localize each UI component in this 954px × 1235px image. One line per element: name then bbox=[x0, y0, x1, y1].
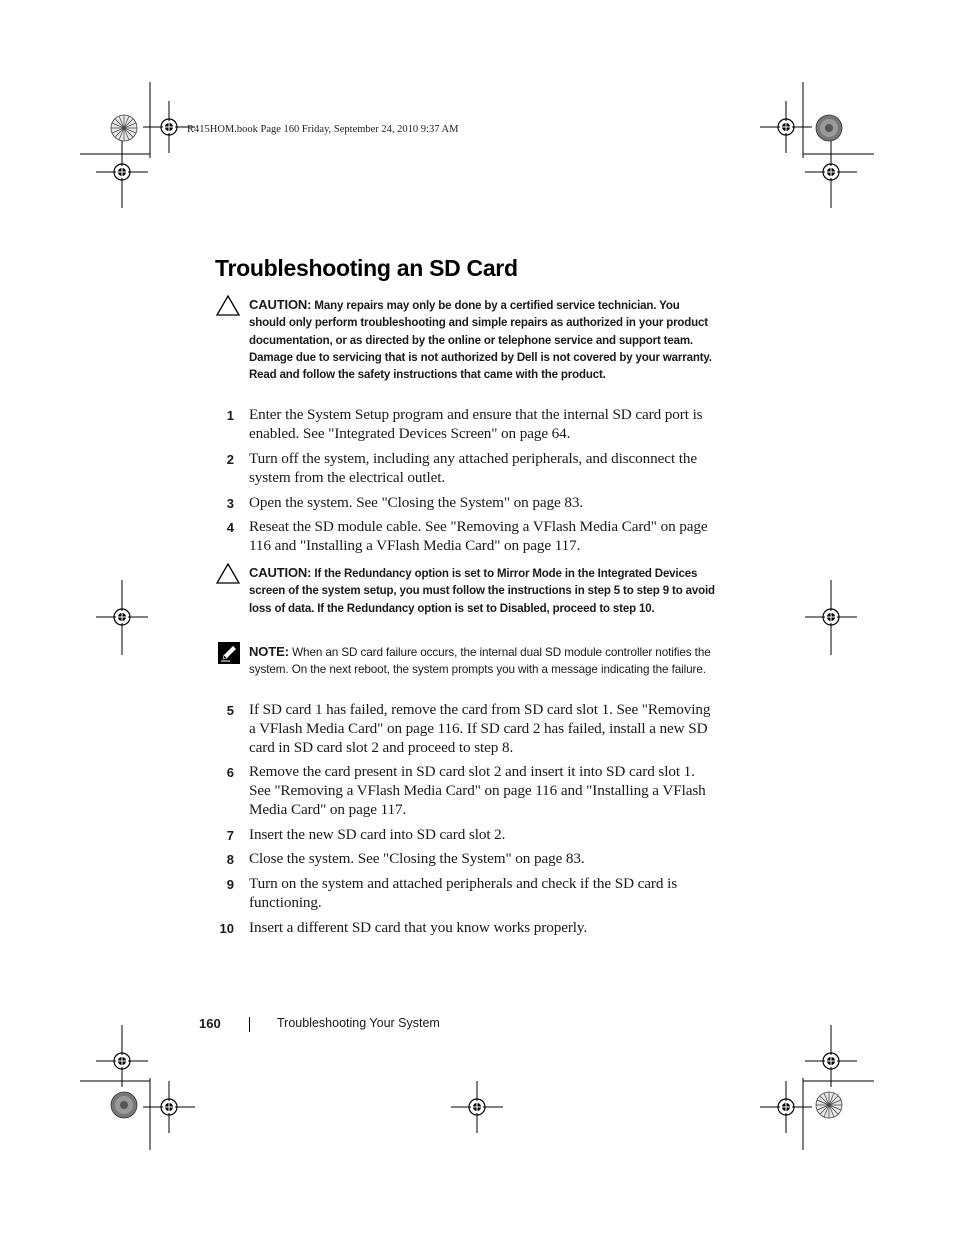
caution-text: Many repairs may only be done by a certified service technician. You should only perform troubleshooting and simple repairs as authorized in your product documentation, or as directed by the online or telephone service and support team. Damage due to servicing that is not authorized by Dell is not covered by your warranty. Read and follow the safety instructions that came with the product. bbox=[249, 300, 712, 382]
crop-registration-mark-icon bbox=[805, 591, 857, 643]
note-text: When an SD card failure occurs, the internal dual SD module controller notifies the system. On the next reboot, the system prompts you with a message indicating the failure. bbox=[249, 646, 711, 677]
crop-registration-mark-icon bbox=[760, 1081, 812, 1133]
crop-registration-mark-icon bbox=[96, 1035, 148, 1087]
step-number: 2 bbox=[226, 452, 234, 467]
footer-divider bbox=[249, 1017, 250, 1032]
note-pencil-icon bbox=[218, 642, 240, 664]
note-notice bbox=[249, 643, 719, 679]
step-number: 4 bbox=[226, 520, 234, 535]
step-number: 8 bbox=[226, 852, 234, 867]
crop-registration-mark-icon bbox=[805, 1035, 857, 1087]
step-number: 7 bbox=[226, 828, 234, 843]
step-text: Reseat the SD module cable. See "Removing a VFlash Media Card" on page 116 and "Installing a VFlash Media Card" on page 117. bbox=[249, 518, 708, 554]
step-text: Turn off the system, including any attached peripherals, and disconnect the system from the electrical outlet. bbox=[249, 450, 698, 486]
page-number: 160 bbox=[199, 1016, 221, 1031]
step-number: 1 bbox=[226, 408, 234, 423]
footer-section-title: Troubleshooting Your System bbox=[277, 1016, 440, 1030]
step-text: Close the system. See "Closing the System" on page 83. bbox=[249, 850, 585, 867]
note-label: NOTE: bbox=[249, 644, 289, 659]
color-target-icon bbox=[111, 1092, 137, 1118]
caution-text: If the Redundancy option is set to Mirror Mode in the Integrated Devices screen of the system setup, you must follow the instructions in step 5 to step 9 to avoid loss of data. If the Redundancy option is set to Disabled, proceed to step 10. bbox=[249, 568, 715, 615]
step-number: 5 bbox=[226, 703, 234, 718]
crop-registration-mark-icon bbox=[96, 591, 148, 643]
step-text: Open the system. See "Closing the System" on page 83. bbox=[249, 494, 584, 511]
caution-notice bbox=[249, 296, 719, 384]
color-target-icon bbox=[111, 115, 137, 141]
step-text: Turn on the system and attached peripherals and check if the SD card is functioning. bbox=[249, 875, 678, 911]
step-text: Remove the card present in SD card slot 2 and insert it into SD card slot 1. See "Removing a VFlash Media Card" on page 116 and "Installing a VFlash Media Card" on page 117. bbox=[249, 763, 706, 818]
caution-label: CAUTION: bbox=[249, 297, 312, 312]
step-number: 9 bbox=[226, 877, 234, 892]
step-text: Insert a different SD card that you know works properly. bbox=[249, 919, 588, 936]
caution-triangle-icon bbox=[216, 295, 240, 316]
color-target-icon bbox=[816, 115, 842, 141]
crop-registration-mark-icon bbox=[451, 1081, 503, 1133]
crop-registration-mark-icon bbox=[760, 101, 812, 153]
step-text: Insert the new SD card into SD card slot 2. bbox=[249, 826, 506, 843]
crop-registration-mark-icon bbox=[96, 146, 148, 198]
step-text: Enter the System Setup program and ensure that the internal SD card port is enabled. See "Integrated Devices Screen" on page 64. bbox=[249, 406, 703, 442]
caution-notice bbox=[249, 564, 719, 618]
crop-registration-mark-icon bbox=[143, 1081, 195, 1133]
step-text: If SD card 1 has failed, remove the card from SD card slot 1. See "Removing a VFlash Media Card" on page 116. If SD card 2 has failed, install a new SD card in SD card slot 2 and proceed to step 8. bbox=[249, 701, 711, 756]
step-number: 10 bbox=[219, 921, 234, 936]
step-number: 6 bbox=[226, 765, 234, 780]
caution-label: CAUTION: bbox=[249, 565, 312, 580]
color-target-icon bbox=[816, 1092, 842, 1118]
page-title: Troubleshooting an SD Card bbox=[215, 255, 518, 281]
caution-triangle-icon bbox=[216, 563, 240, 584]
crop-registration-mark-icon bbox=[805, 146, 857, 198]
print-header: R415HOM.book Page 160 Friday, September 24, 2010 9:37 AM bbox=[187, 124, 459, 135]
step-number: 3 bbox=[226, 496, 234, 511]
